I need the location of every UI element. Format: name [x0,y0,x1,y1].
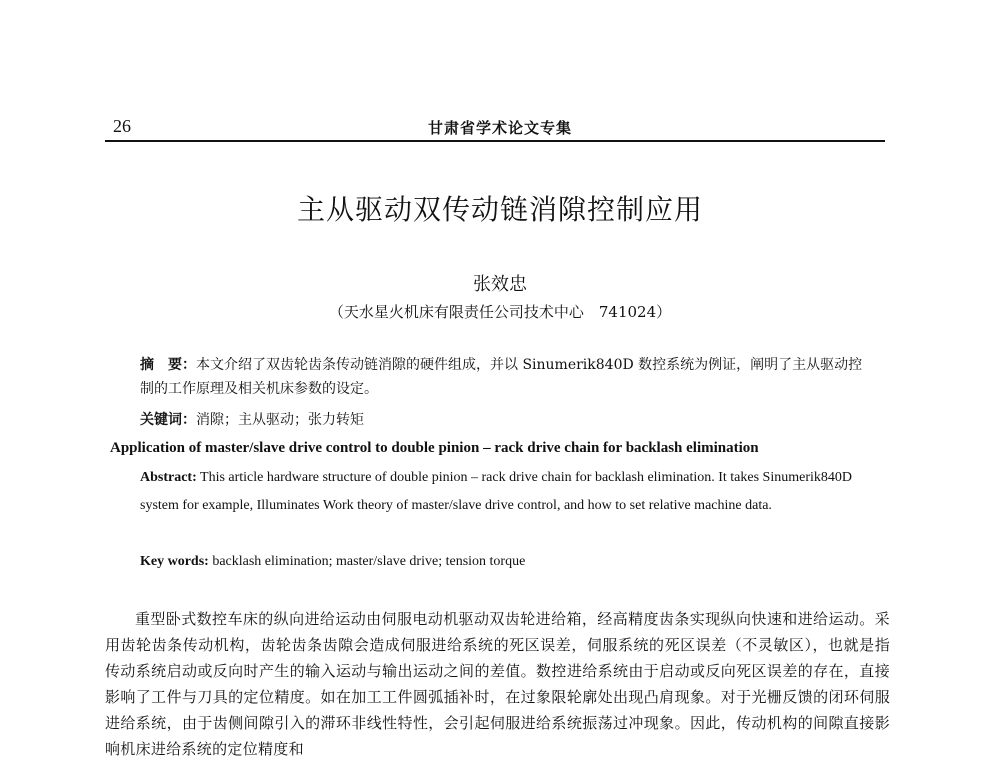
header-rule [105,140,885,142]
author-name: 张效忠 [473,274,527,295]
abstract-chinese [140,353,870,401]
keywords-en-text: backlash elimination; master/slave drive; tension torque [208,554,526,569]
keywords-cn-label: 关键词： [140,412,196,428]
keywords-en-label: Key words: [140,554,209,569]
paper-title: 主从驱动双传动链消隙控制应用 [296,193,703,226]
english-title: Application of master/slave drive control to double pinion – rack drive chain for backlash elimination [110,440,759,456]
abstract-english [140,464,860,520]
abstract-cn-text: 本文介绍了双齿轮齿条传动链消隙的硬件组成，并以 Sinumerik840D 数控系统为例证，阐明了主从驱动控制的工作原理及相关机床参数的设定。 [140,357,863,397]
body-paragraph: 重型卧式数控车床的纵向进给运动由伺服电动机驱动双齿轮进给箱，经高精度齿条实现纵向快速和进给运动。采用齿轮齿条传动机构，齿轮齿条齿隙会造成伺服进给系统的死区误差，伺服系统的死区误差（不灵敏区），也就是指传动系统启动或反向时产生的输入运动与输出运动之间的差值。数控进给系统由于启动或反向死区误差的存在，直接影响了工件与刀具的定位精度。如在加工工件圆弧插补时，在过象限轮廓处出现凸肩现象。对于光栅反馈的闭环伺服进给系统，由于齿侧间隙引入的滞环非线性特性，会引起伺服进给系统振荡过冲现象。因此，传动机构的间隙直接影响机床进给系统的定位精度和 [105,610,890,758]
abstract-en-text: This article hardware structure of double pinion – rack drive chain for backlash elimination. It takes Sinumerik840D system for example, Illuminates Work theory of master/slave drive control, and how to set relative machine data. [140,470,852,513]
author-affiliation: （天水星火机床有限责任公司技术中心 741024） [328,303,672,321]
abstract-cn-label: 摘 要： [140,357,196,373]
keywords-cn-text: 消隙；主从驱动；张力转矩 [196,412,364,428]
keywords-english [140,548,860,576]
abstract-en-label: Abstract: [140,470,197,485]
page-number: 26 [113,116,131,136]
journal-title: 甘肃省学术论文专集 [427,119,572,137]
keywords-chinese [140,408,870,432]
